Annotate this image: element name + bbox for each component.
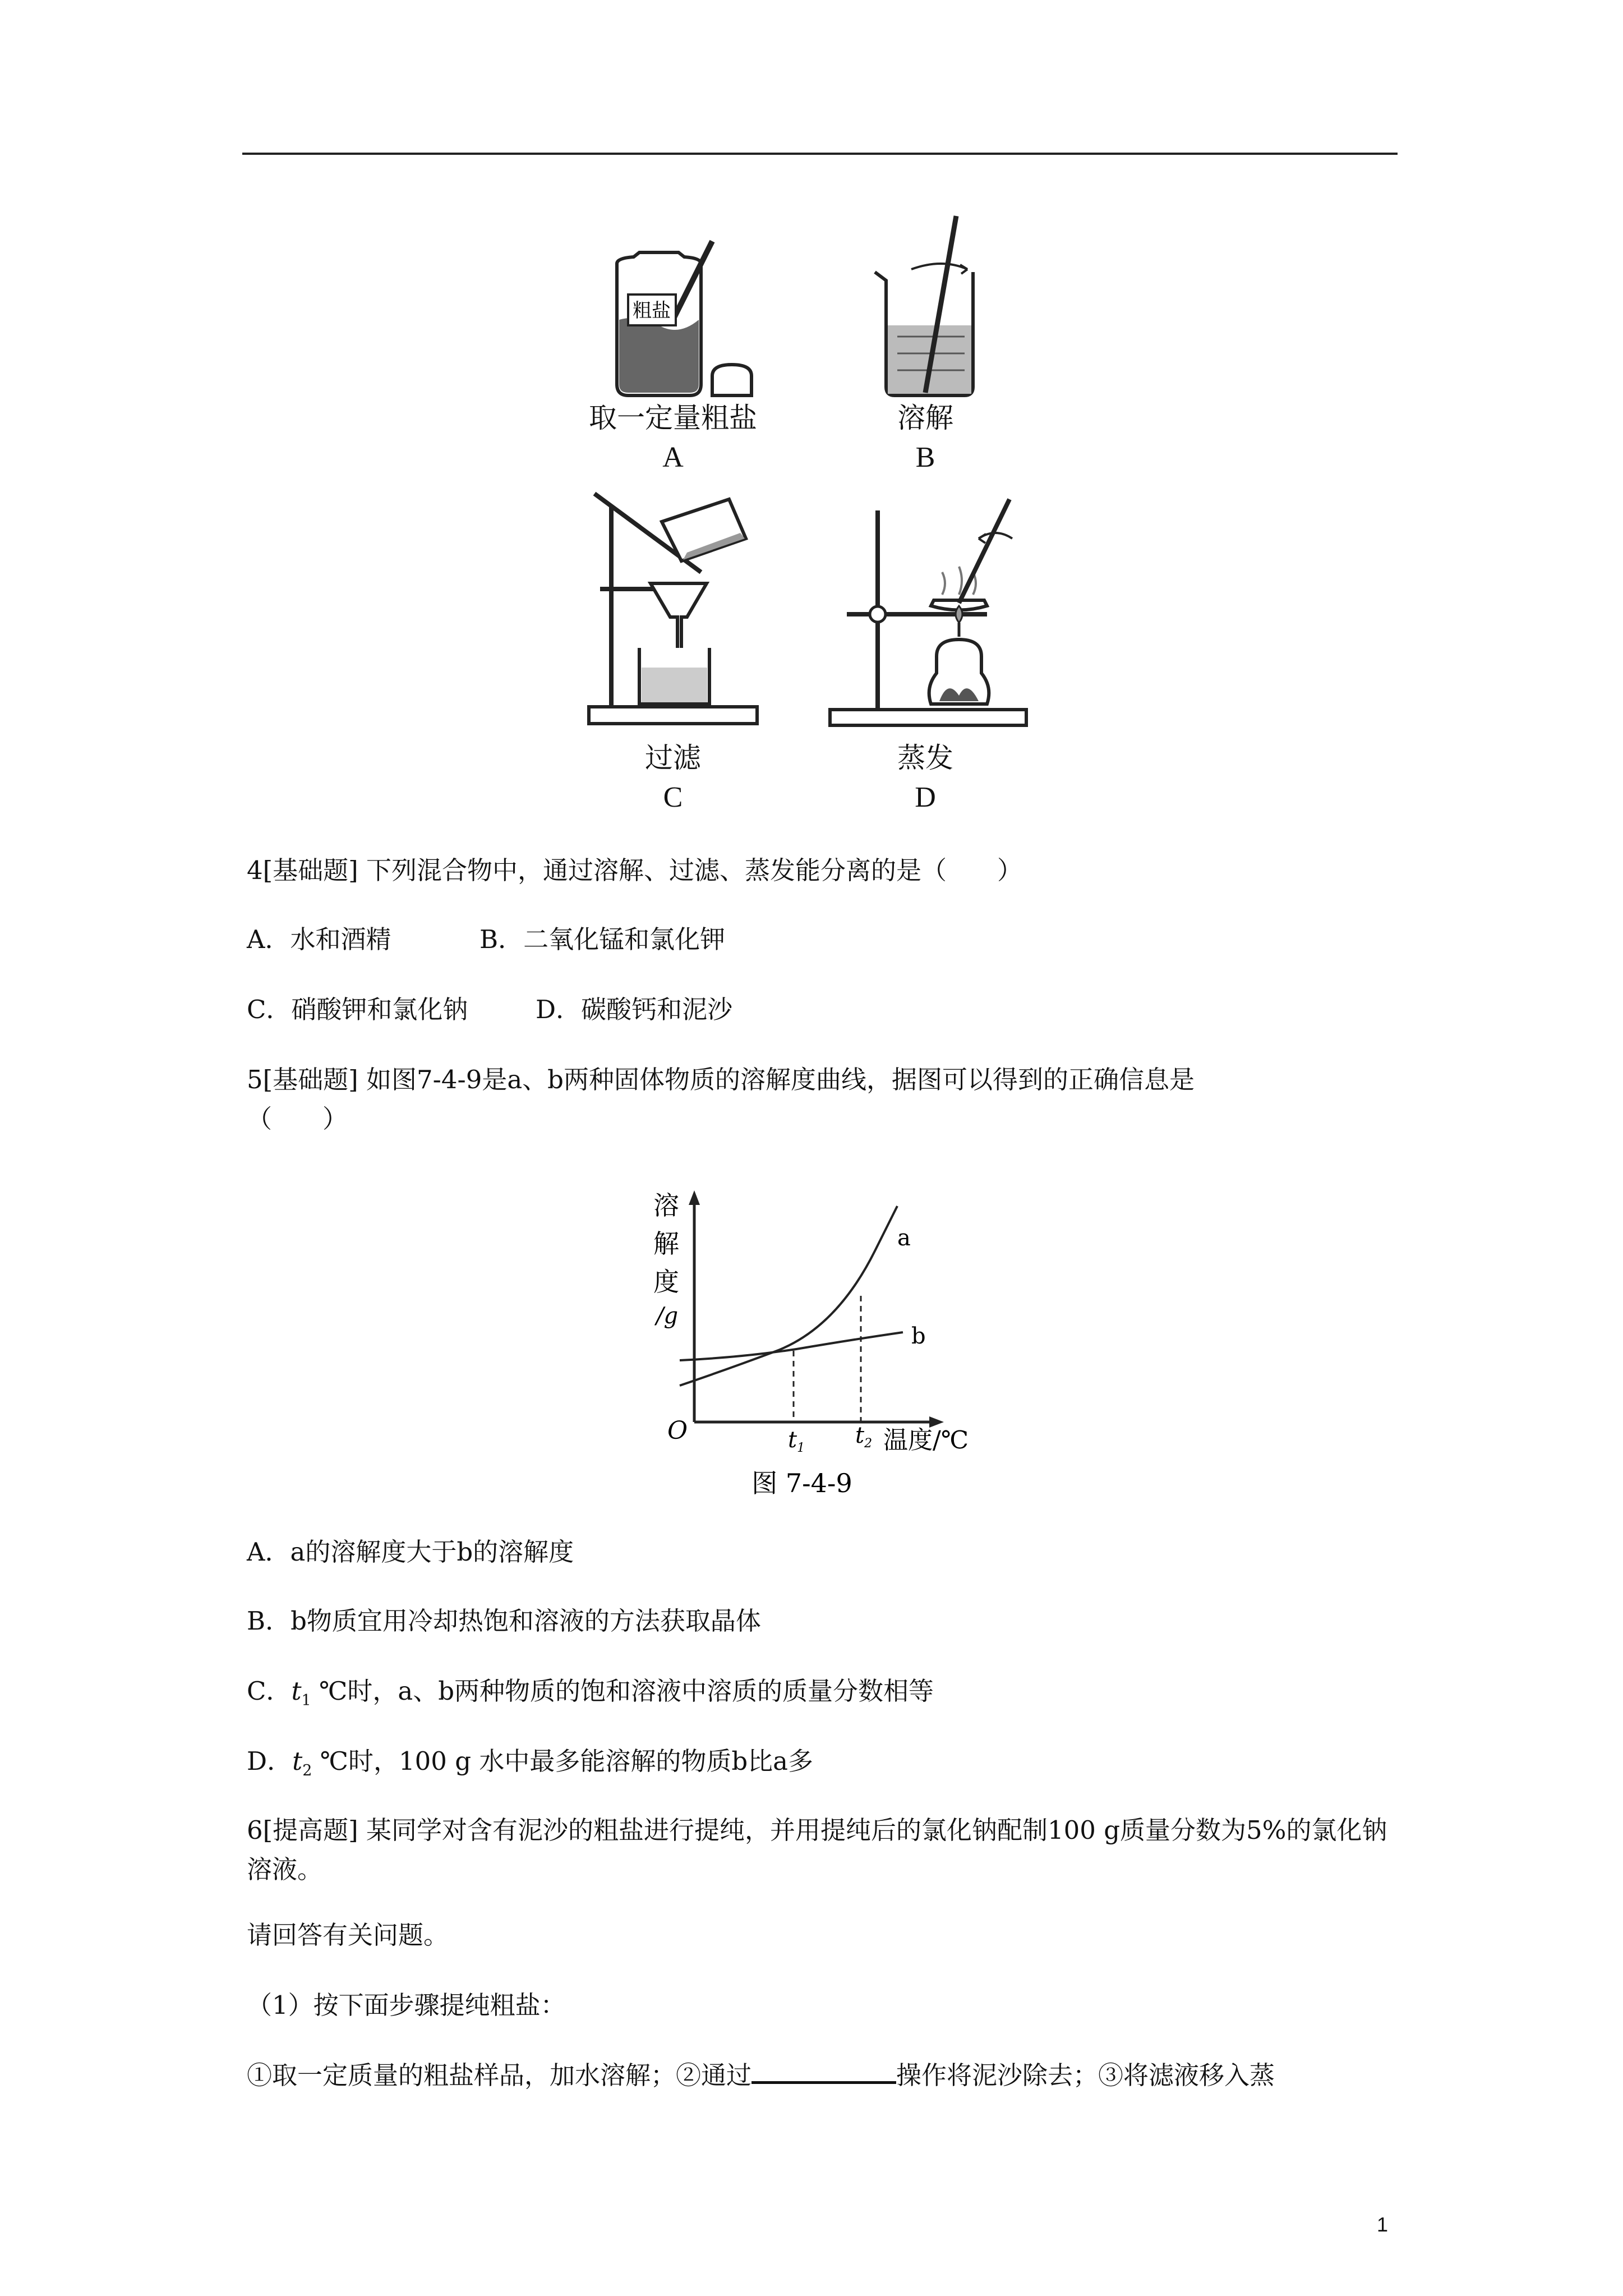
header-rule xyxy=(242,153,1398,155)
step-d-caption xyxy=(813,743,1038,813)
q5-option-b: B．b物质宜用冷却热饱和溶液的方法获取晶体 xyxy=(247,1606,761,1636)
step-c-letter: C xyxy=(663,781,683,813)
step-c-caption xyxy=(561,743,785,813)
series-b-line xyxy=(680,1332,903,1360)
q6-part1: （1）按下面步骤提纯粗盐： xyxy=(247,1990,566,2020)
q4-stem: 4[基础题] 下列混合物中，通过溶解、过滤、蒸发能分离的是（ ） xyxy=(247,855,1023,885)
q6-prompt: 请回答有关问题。 xyxy=(247,1920,449,1950)
step-b-caption xyxy=(813,403,1038,473)
step-a-label: 取一定量粗盐 xyxy=(589,402,757,434)
step-a-letter: A xyxy=(662,441,684,473)
q6-stem: 6[提高题] 某同学对含有泥沙的粗盐进行提纯，并用提纯后的氯化钠配制100 g质量分数为5%的氯化钠溶液。 xyxy=(247,1815,1387,1884)
step-b-letter: B xyxy=(915,441,935,473)
q5-option-a: A．a的溶解度大于b的溶解度 xyxy=(247,1537,574,1567)
x-axis-label: 温度/℃ xyxy=(883,1426,969,1455)
beaker-stirring-illustration xyxy=(864,213,987,404)
q5-option-d: D．$t_2$ ℃时，100 g 水中最多能溶解的物质b比a多 xyxy=(247,1746,813,1779)
y-axis-label-3: 度 xyxy=(653,1267,679,1297)
x-tick-t2: $t_2$ xyxy=(855,1423,873,1451)
q4-option-d: D．碳酸钙和泥沙 xyxy=(536,995,733,1024)
step-d-label: 蒸发 xyxy=(897,742,953,774)
y-axis-label-1: 溶 xyxy=(653,1190,679,1221)
lab-steps-figure xyxy=(561,213,1066,836)
jar-label: 粗盐 xyxy=(633,300,671,322)
series-b-label: b xyxy=(911,1323,926,1349)
solubility-curve-chart xyxy=(628,1189,987,1503)
q4-option-b: B．二氧化锰和氯化钾 xyxy=(479,924,726,954)
page-number: 1 xyxy=(1377,2213,1389,2236)
salt-jar-illustration xyxy=(594,236,757,404)
y-axis-label-2: 解 xyxy=(653,1228,679,1259)
evaporation-illustration xyxy=(824,494,1038,729)
x-tick-t1: $t_1$ xyxy=(788,1427,805,1455)
step-c-label: 过滤 xyxy=(645,742,701,774)
step-d-letter: D xyxy=(915,781,936,813)
q5-stem-line2: （ ） xyxy=(247,1104,348,1134)
answer-blank[interactable] xyxy=(751,2059,896,2084)
q4-option-a: A．水和酒精 xyxy=(247,924,391,954)
q4-option-c: C．硝酸钾和氯化钠 xyxy=(247,995,468,1024)
y-axis-label-4: /g xyxy=(656,1303,679,1329)
origin-label: O xyxy=(667,1416,688,1445)
step-a-caption xyxy=(561,403,785,473)
figure-caption: 图 7-4-9 xyxy=(751,1468,852,1498)
series-a-label: a xyxy=(897,1225,911,1251)
filtration-illustration xyxy=(583,488,768,735)
q5-stem-line1: 5[基础题] 如图7-4-9是a、b两种固体物质的溶解度曲线，据图可以得到的正确信息是 xyxy=(247,1065,1195,1094)
step-b-label: 溶解 xyxy=(897,402,953,434)
q5-option-c: C．$t_1$ ℃时，a、b两种物质的饱和溶液中溶质的质量分数相等 xyxy=(247,1676,934,1709)
q6-step-line: ①取一定质量的粗盐样品，加水溶解；②通过 操作将泥沙除去；③将滤液移入蒸 xyxy=(247,2058,1275,2093)
